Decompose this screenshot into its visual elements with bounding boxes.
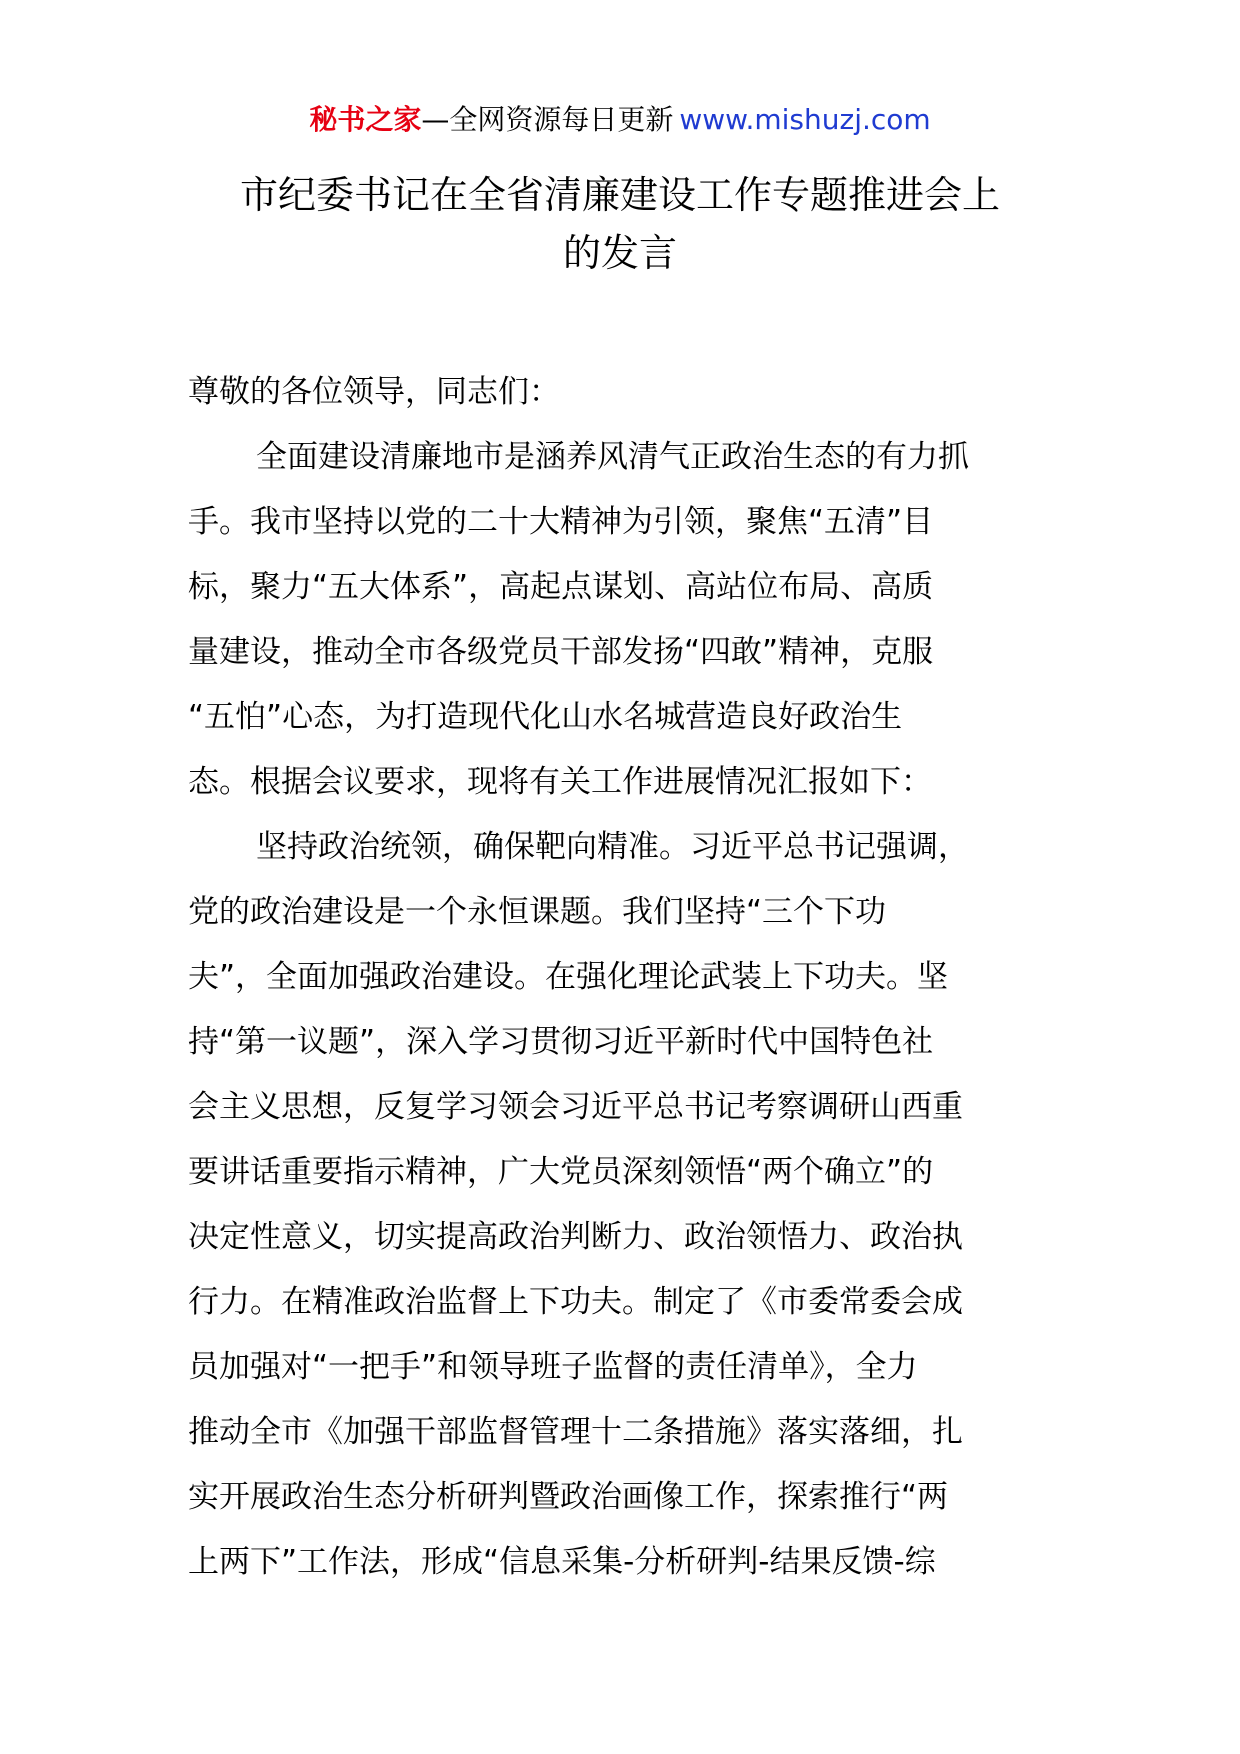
paragraph-line: 党的政治建设是一个永恒课题。我们坚持“三个下功 [188, 894, 887, 930]
title-line: 的发言 [562, 231, 677, 275]
paragraph-line: 要讲话重要指示精神，广大党员深刻领悟“两个确立”的 [188, 1154, 934, 1190]
paragraph-line: 坚持政治统领，确保靶向精准。习近平总书记强调， [256, 829, 969, 865]
title-line: 市纪委书记在全省清廉建设工作专题推进会上 [239, 173, 1000, 217]
paragraph-line: 持“第一议题”，深入学习贯彻习近平新时代中国特色社 [188, 1024, 934, 1060]
header-tagline: —全网资源每日更新 [421, 103, 674, 136]
paragraph-line: 推动全市《加强干部监督管理十二条措施》落实落细，扎 [188, 1414, 963, 1450]
paragraph-line: 手。我市坚持以党的二十大精神为引领，聚焦“五清”目 [188, 504, 934, 540]
brand-name: 秘书之家 [309, 103, 422, 136]
paragraph-line: 决定性意义，切实提高政治判断力、政治领悟力、政治执 [188, 1219, 963, 1255]
paragraph-line: 上两下”工作法，形成“信息采集-分析研判-结果反馈-综 [188, 1544, 936, 1580]
paragraph-line: 全面建设清廉地市是涵养风清气正政治生态的有力抓 [256, 439, 969, 475]
paragraph-line: “五怕”心态，为打造现代化山水名城营造良好政治生 [188, 699, 903, 735]
paragraph-line: 会主义思想，反复学习领会习近平总书记考察调研山西重 [188, 1089, 963, 1125]
paragraph-line: 行力。在精准政治监督上下功夫。制定了《市委常委会成 [188, 1284, 963, 1320]
paragraph-line: 量建设，推动全市各级党员干部发扬“四敢”精神，克服 [188, 634, 934, 670]
paragraph-line: 员加强对“一把手”和领导班子监督的责任清单》，全力 [188, 1349, 918, 1385]
salutation: 尊敬的各位领导，同志们： [188, 374, 560, 410]
document-title [190, 166, 1050, 282]
paragraph-line: 夫”，全面加强政治建设。在强化理论武装上下功夫。坚 [188, 959, 949, 995]
paragraph-line: 标，聚力“五大体系”，高起点谋划、高站位布局、高质 [188, 569, 934, 605]
paragraph-line: 态。根据会议要求，现将有关工作进展情况汇报如下： [188, 764, 932, 800]
site-url-link[interactable]: www.mishuzj.com [679, 103, 931, 136]
document-body [188, 360, 1058, 1595]
paragraph-line: 实开展政治生态分析研判暨政治画像工作，探索推行“两 [188, 1479, 949, 1515]
site-header [0, 100, 1240, 140]
